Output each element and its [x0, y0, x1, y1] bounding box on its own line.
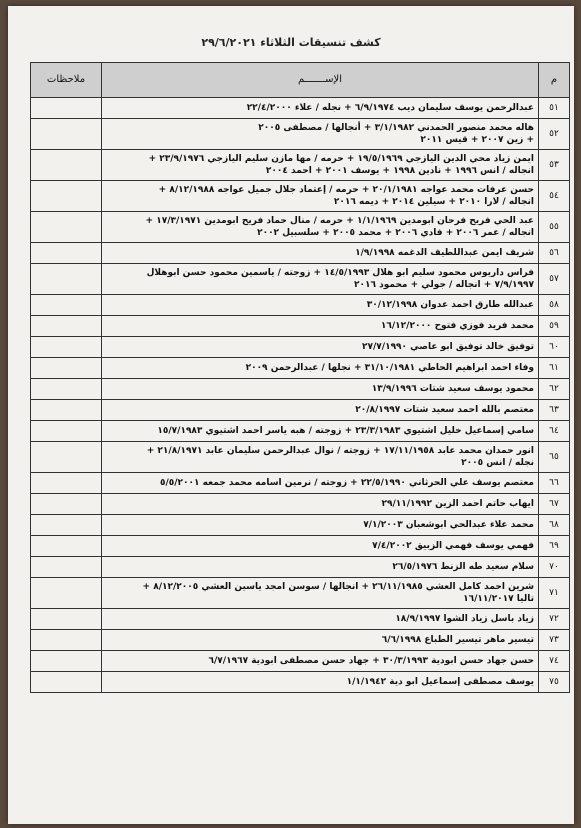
row-name-entry: فهمي يوسف فهمي الزبيق ٧/٤/٢٠٠٢ [102, 536, 539, 557]
row-notes [31, 379, 102, 400]
row-name-entry: عبد الحي فريح فرحان ابومدين ١/١/١٩٦٩ + حرمه / منال حماد فريح ابومدين ١٧/٣/١٩٧١ + انجاله / عمر ٢٠٠٦ + فادي ٢٠٠٦ + محمد ٢٠٠٥ + سلسبيل ٢٠٠٢ [102, 212, 539, 243]
row-name-entry: محمد علاء عبدالحي ابوشعبان ٧/١/٢٠٠٣ [102, 515, 539, 536]
row-number: ٥٩ [539, 316, 570, 337]
table-row [31, 609, 570, 630]
row-notes [31, 578, 102, 609]
table-row [31, 243, 570, 264]
table-row [31, 119, 570, 150]
row-name-entry: حسن جهاد حسن ابودية ٣٠/٣/١٩٩٣ + جهاد حسن مصطفى ابودية ٦/٧/١٩٦٧ [102, 651, 539, 672]
row-name-entry: سلام سعيد طه الزنط ٢٦/٥/١٩٧٦ [102, 557, 539, 578]
row-name-entry: عبدالرحمن يوسف سليمان ديب ٦/٩/١٩٧٤ + نجله / علاء ٢٢/٤/٢٠٠٠ [102, 98, 539, 119]
row-name-entry: شرين احمد كامل العشي ٢٦/١١/١٩٨٥ + انجالها / سوسن امجد ياسين العشي ٨/١٢/٢٠٠٥ + تاليا ١٦/١١/٢٠١٧ [102, 578, 539, 609]
row-name-entry: معتصم بالله احمد سعيد شتات ٢٠/٨/١٩٩٧ [102, 400, 539, 421]
row-number: ٥٨ [539, 295, 570, 316]
row-name-entry: معتصم يوسف علي الحرثاني ٢٢/٥/١٩٩٠ + زوجته / نرمين اسامه محمد جمعه ٥/٥/٢٠٠١ [102, 473, 539, 494]
row-number: ٥٢ [539, 119, 570, 150]
row-number: ٦٧ [539, 494, 570, 515]
row-notes [31, 536, 102, 557]
row-notes [31, 515, 102, 536]
row-name-entry: ايهاب حاتم احمد الزين ٢٩/١١/١٩٩٢ [102, 494, 539, 515]
row-number: ٧١ [539, 578, 570, 609]
table-row [31, 181, 570, 212]
table-row [31, 150, 570, 181]
table-row [31, 264, 570, 295]
row-number: ٥١ [539, 98, 570, 119]
row-notes [31, 358, 102, 379]
row-notes [31, 212, 102, 243]
row-name-entry: انور حمدان محمد عابد ١٧/١١/١٩٥٨ + زوجته / نوال عبدالرحمن سليمان عابد ٢١/٨/١٩٧١ + نجله / انس ٢٠٠٥ [102, 442, 539, 473]
row-number: ٥٤ [539, 181, 570, 212]
table-row [31, 212, 570, 243]
row-name-entry: هاله محمد منصور الحمدني ٣/١/١٩٨٢ + أنجالها / مصطفى ٢٠٠٥ + زين ٢٠٠٧ + قيس ٢٠١١ [102, 119, 539, 150]
table-row [31, 651, 570, 672]
header-notes: ملاحظات [31, 63, 102, 98]
row-number: ٦٥ [539, 442, 570, 473]
row-notes [31, 295, 102, 316]
row-number: ٥٣ [539, 150, 570, 181]
row-notes [31, 337, 102, 358]
row-name-entry: يوسف مصطفى إسماعيل ابو دية ١/١/١٩٤٢ [102, 672, 539, 693]
row-name-entry: فراس داريوس محمود سليم ابو هلال ١٤/٥/١٩٩٣ + زوجته / ياسمين محمود حسن ابوهلال ٧/٩/١٩٩٧ + انجاله / جولي + محمود ٢٠١٦ [102, 264, 539, 295]
row-number: ٦٣ [539, 400, 570, 421]
row-notes [31, 400, 102, 421]
header-number: م [539, 63, 570, 98]
row-number: ٧٠ [539, 557, 570, 578]
row-name-entry: محمود يوسف سعيد شتات ١٣/٩/١٩٩٦ [102, 379, 539, 400]
table-row [31, 400, 570, 421]
row-name-entry: تيسير ماهر تيسير الطباع ٦/٦/١٩٩٨ [102, 630, 539, 651]
row-number: ٧٥ [539, 672, 570, 693]
row-notes [31, 264, 102, 295]
table-row [31, 379, 570, 400]
table-row [31, 536, 570, 557]
table-row [31, 295, 570, 316]
row-name-entry: توفيق خالد توفيق ابو عاصي ٢٧/٧/١٩٩٠ [102, 337, 539, 358]
row-notes [31, 181, 102, 212]
row-number: ٥٦ [539, 243, 570, 264]
table-row [31, 98, 570, 119]
row-notes [31, 609, 102, 630]
table-row [31, 630, 570, 651]
row-name-entry: زياد باسل زياد الشوا ١٨/٩/١٩٩٧ [102, 609, 539, 630]
row-notes [31, 651, 102, 672]
row-notes [31, 119, 102, 150]
table-row [31, 337, 570, 358]
row-number: ٦١ [539, 358, 570, 379]
row-number: ٦٩ [539, 536, 570, 557]
row-notes [31, 494, 102, 515]
row-notes [31, 557, 102, 578]
row-notes [31, 316, 102, 337]
row-name-entry: عبدالله طارق احمد عدوان ٣٠/١٢/١٩٩٨ [102, 295, 539, 316]
table-header-row [31, 63, 570, 98]
row-notes [31, 672, 102, 693]
row-notes [31, 150, 102, 181]
table-row [31, 494, 570, 515]
row-notes [31, 98, 102, 119]
row-notes [31, 421, 102, 442]
row-number: ٦٦ [539, 473, 570, 494]
row-name-entry: ايمن زياد محي الدين اليازجي ١٩/٥/١٩٦٩ + حرمه / مها مازن سليم اليازجي ٢٣/٩/١٩٧٦ + انجاله / انس ١٩٩٦ + نادين ١٩٩٨ + يوسف ٢٠٠١ + احمد ٢٠٠٤ [102, 150, 539, 181]
table-row [31, 557, 570, 578]
row-number: ٧٢ [539, 609, 570, 630]
table-row [31, 421, 570, 442]
table-row [31, 672, 570, 693]
document-page [8, 6, 574, 824]
row-notes [31, 473, 102, 494]
row-notes [31, 442, 102, 473]
row-notes [31, 243, 102, 264]
row-number: ٧٤ [539, 651, 570, 672]
row-number: ٥٧ [539, 264, 570, 295]
row-number: ٦٢ [539, 379, 570, 400]
table-row [31, 358, 570, 379]
row-number: ٦٤ [539, 421, 570, 442]
table-row [31, 316, 570, 337]
row-number: ٧٣ [539, 630, 570, 651]
table-row [31, 473, 570, 494]
table-row [31, 515, 570, 536]
names-table [30, 62, 570, 693]
table-body [31, 98, 570, 693]
row-name-entry: شريف ايمن عبداللطيف الدغمه ١/٩/١٩٩٨ [102, 243, 539, 264]
header-name: الإســـــــم [102, 63, 539, 98]
row-number: ٦٨ [539, 515, 570, 536]
document-title: كشف تنسيقات الثلاثاء ٢٩/٦/٢٠٢١ [201, 36, 381, 49]
table-row [31, 442, 570, 473]
table-row [31, 578, 570, 609]
row-name-entry: محمد فريد فوزي فتوح ١٦/١٢/٢٠٠٠ [102, 316, 539, 337]
row-name-entry: وفاء احمد ابراهيم الحاطي ٣١/١٠/١٩٨١ + نجلها / عبدالرحمن ٢٠٠٩ [102, 358, 539, 379]
row-number: ٥٥ [539, 212, 570, 243]
row-name-entry: سامي إسماعيل خليل اشتيوي ٢٣/٣/١٩٨٣ + زوجته / هبه ياسر احمد اشتيوي ١٥/٧/١٩٨٣ [102, 421, 539, 442]
row-notes [31, 630, 102, 651]
row-name-entry: حسن عرفات محمد عواجه ٢٠/١/١٩٨١ + حرمه / إعتماد جلال جميل عواجه ٨/١٢/١٩٨٨ + انجاله / لارا ٢٠١٠ + سيلين ٢٠١٤ + ديمه ٢٠١٦ [102, 181, 539, 212]
row-number: ٦٠ [539, 337, 570, 358]
